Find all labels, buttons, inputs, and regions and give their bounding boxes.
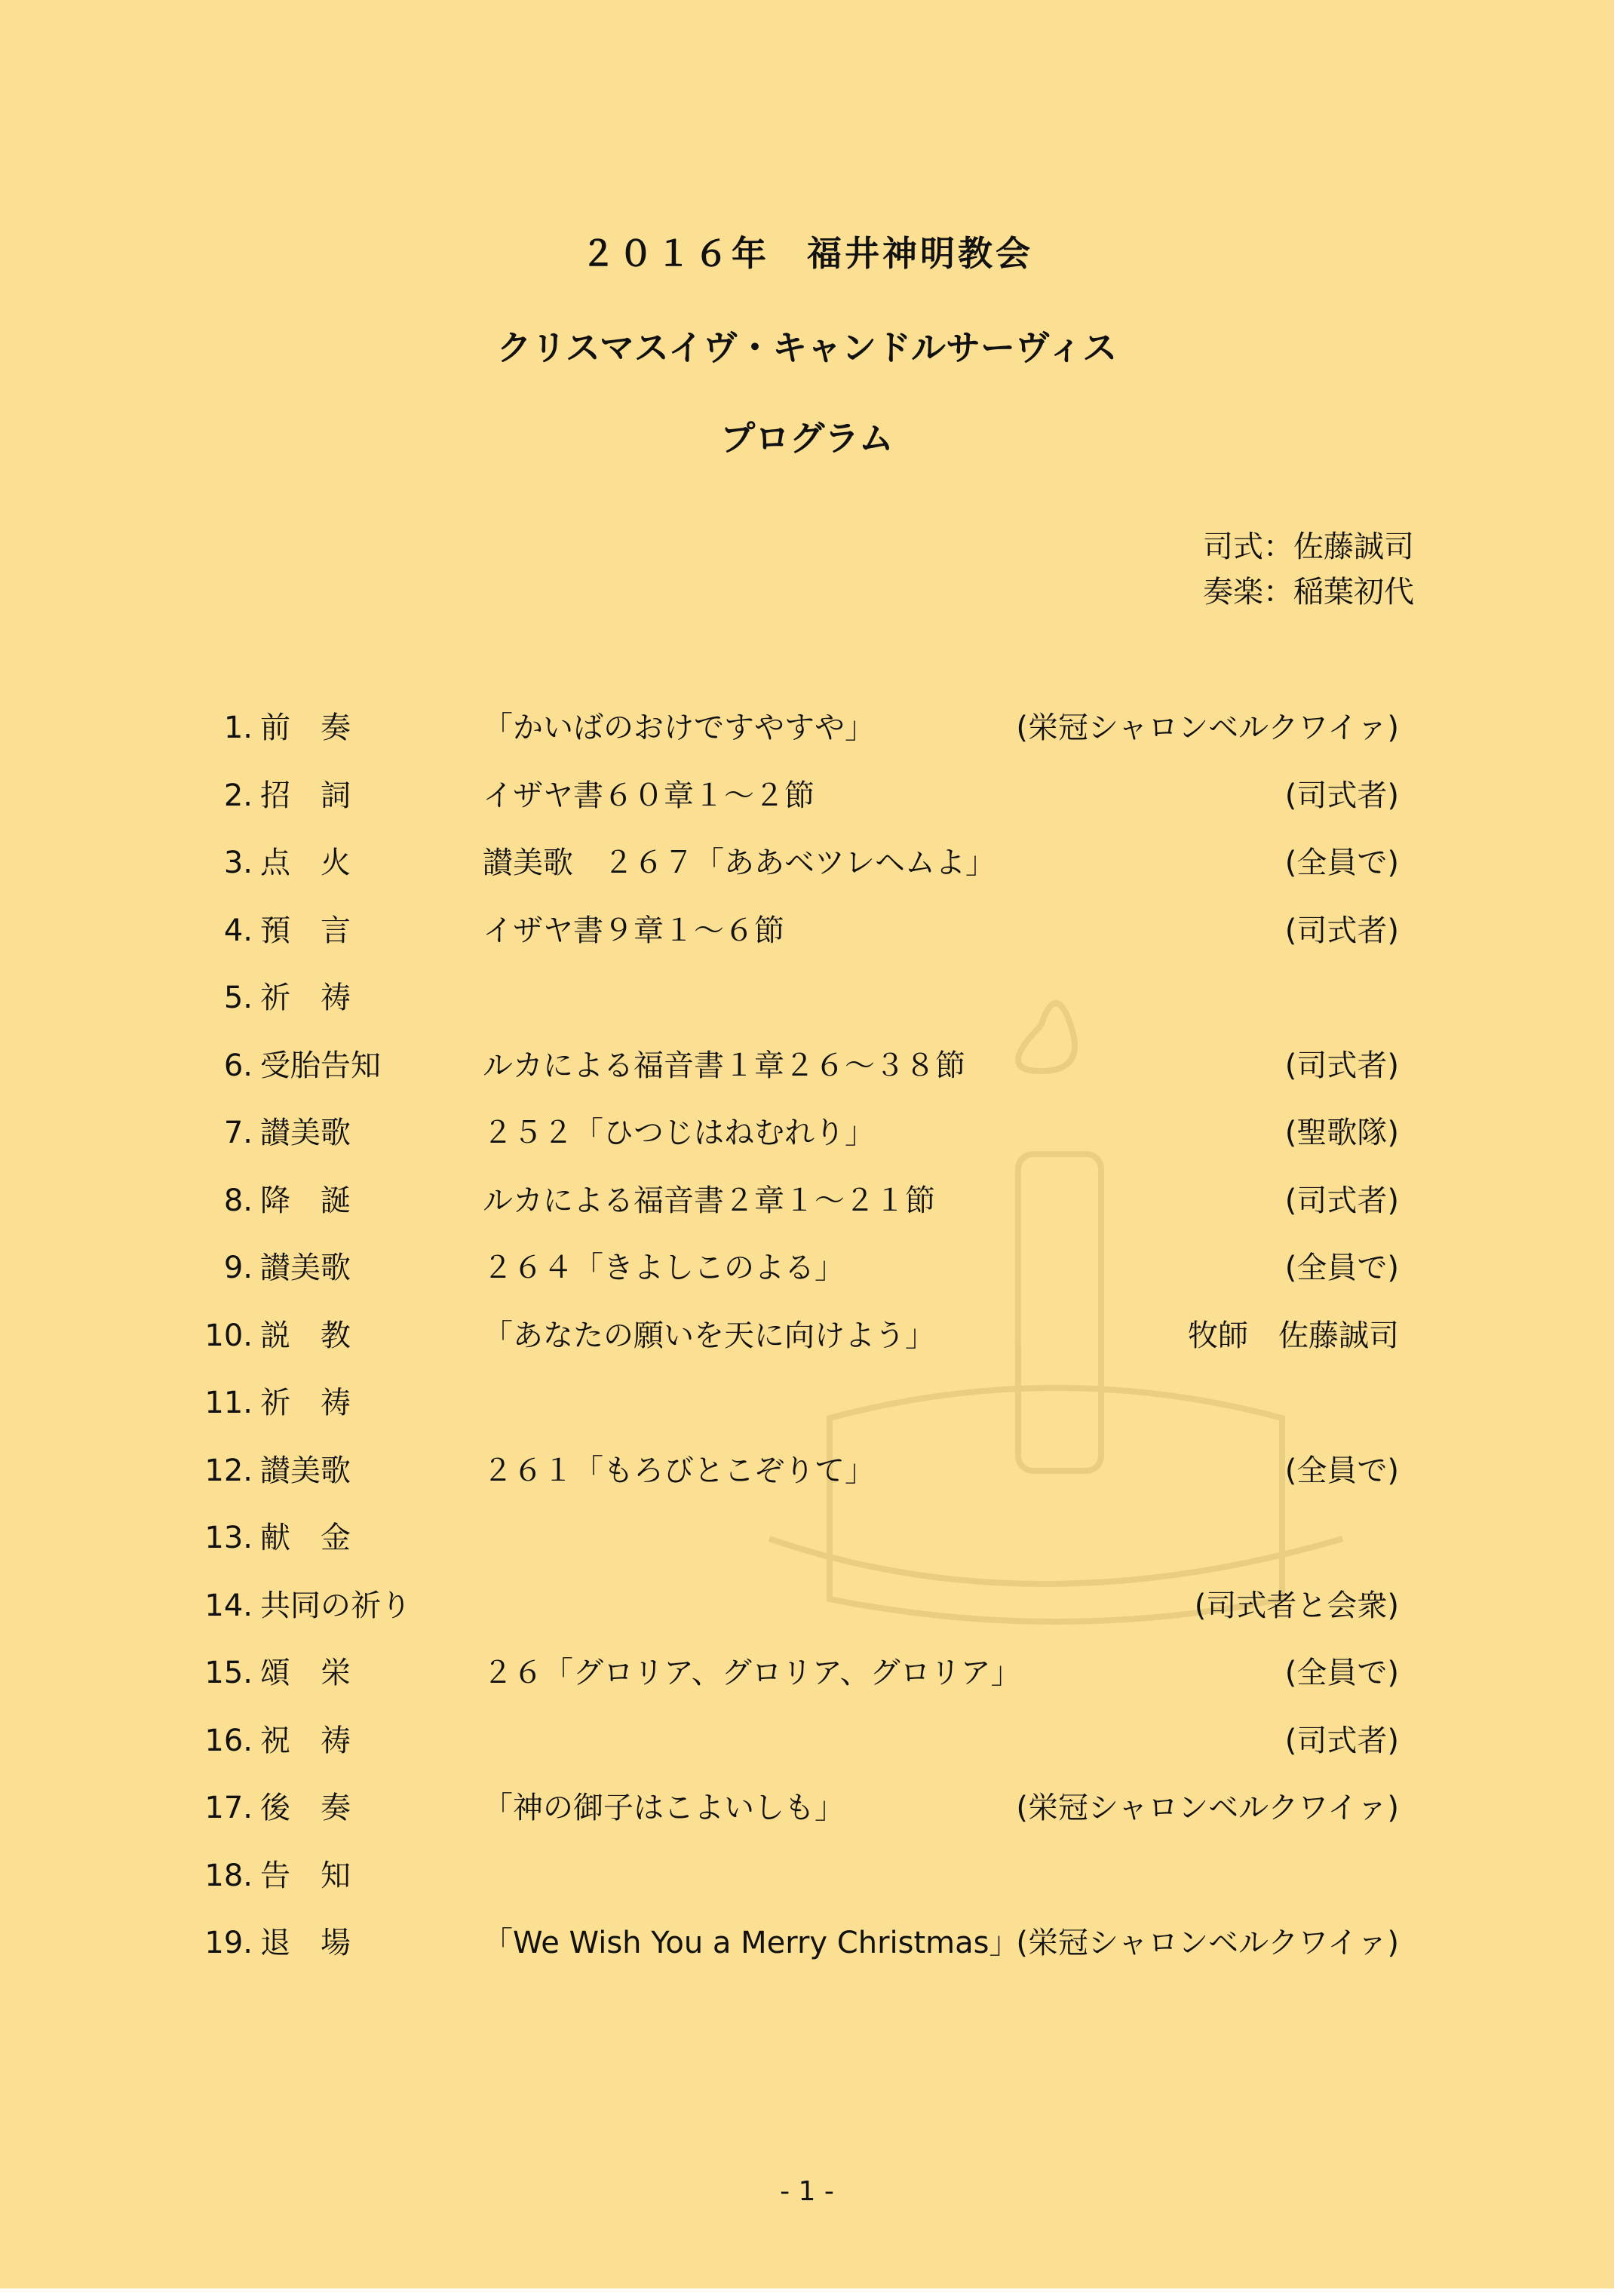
program-item	[0, 1579, 1614, 1632]
program-item-title: 讃美歌 ２６７「ああベツレヘムよ」	[483, 846, 996, 880]
program-item-number: 13.	[204, 1521, 253, 1555]
program-item-label: 祈 祷	[260, 981, 351, 1015]
program-item	[0, 1917, 1614, 1969]
program-item-number: 19.	[204, 1926, 253, 1960]
program-item-label: 告 知	[260, 1859, 351, 1893]
program-item-label: 讃美歌	[260, 1453, 351, 1488]
program-item	[0, 1107, 1614, 1159]
program-item-number: 17.	[204, 1791, 253, 1825]
program-item-label: 退 場	[260, 1926, 351, 1960]
program-item	[0, 1444, 1614, 1497]
program-item	[0, 836, 1614, 889]
program-item-performer: (司式者)	[1284, 778, 1399, 813]
program-item-number: 16.	[204, 1724, 253, 1758]
program-item	[0, 1714, 1614, 1767]
program-item	[0, 1647, 1614, 1699]
program-item-title: 「神の御子はこよいしも」	[483, 1791, 845, 1825]
program-item	[0, 972, 1614, 1024]
page-number: - 1 -	[780, 2176, 834, 2207]
credit-music: 奏楽：稲葉初代	[1203, 575, 1414, 609]
program-item-number: 11.	[204, 1386, 253, 1420]
document-title-service: クリスマスイヴ・キャンドルサーヴィス	[496, 327, 1118, 368]
program-item	[0, 1309, 1614, 1362]
program-item-number: 2.	[223, 778, 253, 813]
program-item	[0, 1039, 1614, 1092]
program-item-title: イザヤ書６０章１～２節	[483, 778, 815, 813]
program-item-number: 3.	[223, 846, 253, 880]
program-item	[0, 1174, 1614, 1227]
program-item-label: 説 教	[260, 1318, 351, 1353]
program-item	[0, 1782, 1614, 1834]
credit-officiant: 司式：佐藤誠司	[1203, 529, 1414, 564]
program-item-label: 共同の祈り	[260, 1588, 411, 1623]
program-item-label: 前 奏	[260, 711, 351, 745]
program-item-number: 10.	[204, 1318, 253, 1353]
program-item-performer: (全員で)	[1284, 1656, 1399, 1690]
program-item-number: 15.	[204, 1656, 253, 1690]
document-title-year-church: ２０１６年 福井神明教会	[581, 233, 1033, 274]
program-item-performer: (司式者)	[1284, 1724, 1399, 1758]
program-item	[0, 1242, 1614, 1294]
program-item-title: 「We Wish You a Merry Christmas」	[483, 1926, 1020, 1960]
program-item-performer: (聖歌隊)	[1284, 1116, 1399, 1150]
program-item	[0, 1512, 1614, 1564]
program-item-label: 後 奏	[260, 1791, 351, 1825]
program-item-title: ２５２「ひつじはねむれり」	[483, 1116, 875, 1150]
program-item-number: 9.	[223, 1251, 253, 1285]
program-item-label: 頌 栄	[260, 1656, 351, 1690]
document-title-program: プログラム	[720, 418, 894, 459]
program-item-number: 12.	[204, 1453, 253, 1488]
program-item	[0, 701, 1614, 754]
program-item-number: 14.	[204, 1588, 253, 1623]
program-item	[0, 1377, 1614, 1429]
program-item-label: 祝 祷	[260, 1724, 351, 1758]
program-item-label: 献 金	[260, 1521, 351, 1555]
program-item-performer: (司式者)	[1284, 1048, 1399, 1083]
program-item	[0, 904, 1614, 957]
program-item-label: 讃美歌	[260, 1251, 351, 1285]
program-item-number: 8.	[223, 1183, 253, 1218]
program-item-label: 点 火	[260, 846, 351, 880]
program-item-label: 招 詞	[260, 778, 351, 813]
program-item-title: ２６「グロリア、グロリア、グロリア」	[483, 1656, 1021, 1690]
program-item-title: ２６４「きよしこのよる」	[483, 1251, 845, 1285]
program-item-performer: (栄冠シャロンベルクワイァ)	[1016, 711, 1399, 745]
program-item-performer: (司式者)	[1284, 913, 1399, 948]
program-item-number: 7.	[223, 1116, 253, 1150]
program-item-label: 預 言	[260, 913, 351, 948]
program-item-performer: (全員で)	[1284, 846, 1399, 880]
program-item-title: 「あなたの願いを天に向けよう」	[483, 1318, 935, 1353]
program-item-title: 「かいばのおけですやすや」	[483, 711, 875, 745]
program-item-label: 受胎告知	[260, 1048, 381, 1083]
program-item-performer: (司式者)	[1284, 1183, 1399, 1218]
program-item-title: ルカによる福音書１章２６～３８節	[483, 1048, 965, 1083]
program-item-performer: (全員で)	[1284, 1251, 1399, 1285]
program-item-label: 降 誕	[260, 1183, 351, 1218]
credits-block	[1203, 524, 1414, 615]
program-item-performer: (栄冠シャロンベルクワイァ)	[1016, 1926, 1399, 1960]
program-item	[0, 769, 1614, 822]
program-item-title: イザヤ書９章１～６節	[483, 913, 784, 948]
program-item-performer: (司式者と会衆)	[1194, 1588, 1399, 1623]
program-item-label: 讃美歌	[260, 1116, 351, 1150]
program-item-performer: (栄冠シャロンベルクワイァ)	[1016, 1791, 1399, 1825]
program-item-title: ２６１「もろびとこぞりて」	[483, 1453, 875, 1488]
program-item-label: 祈 祷	[260, 1386, 351, 1420]
program-item-number: 1.	[223, 711, 253, 745]
program-item	[0, 1849, 1614, 1902]
program-item-performer: 牧師 佐藤誠司	[1188, 1318, 1399, 1353]
program-item-title: ルカによる福音書２章１～２１節	[483, 1183, 935, 1218]
program-item-number: 4.	[223, 913, 253, 948]
program-item-performer: (全員で)	[1284, 1453, 1399, 1488]
program-item-number: 18.	[204, 1859, 253, 1893]
program-item-number: 5.	[223, 981, 253, 1015]
program-item-number: 6.	[223, 1048, 253, 1083]
